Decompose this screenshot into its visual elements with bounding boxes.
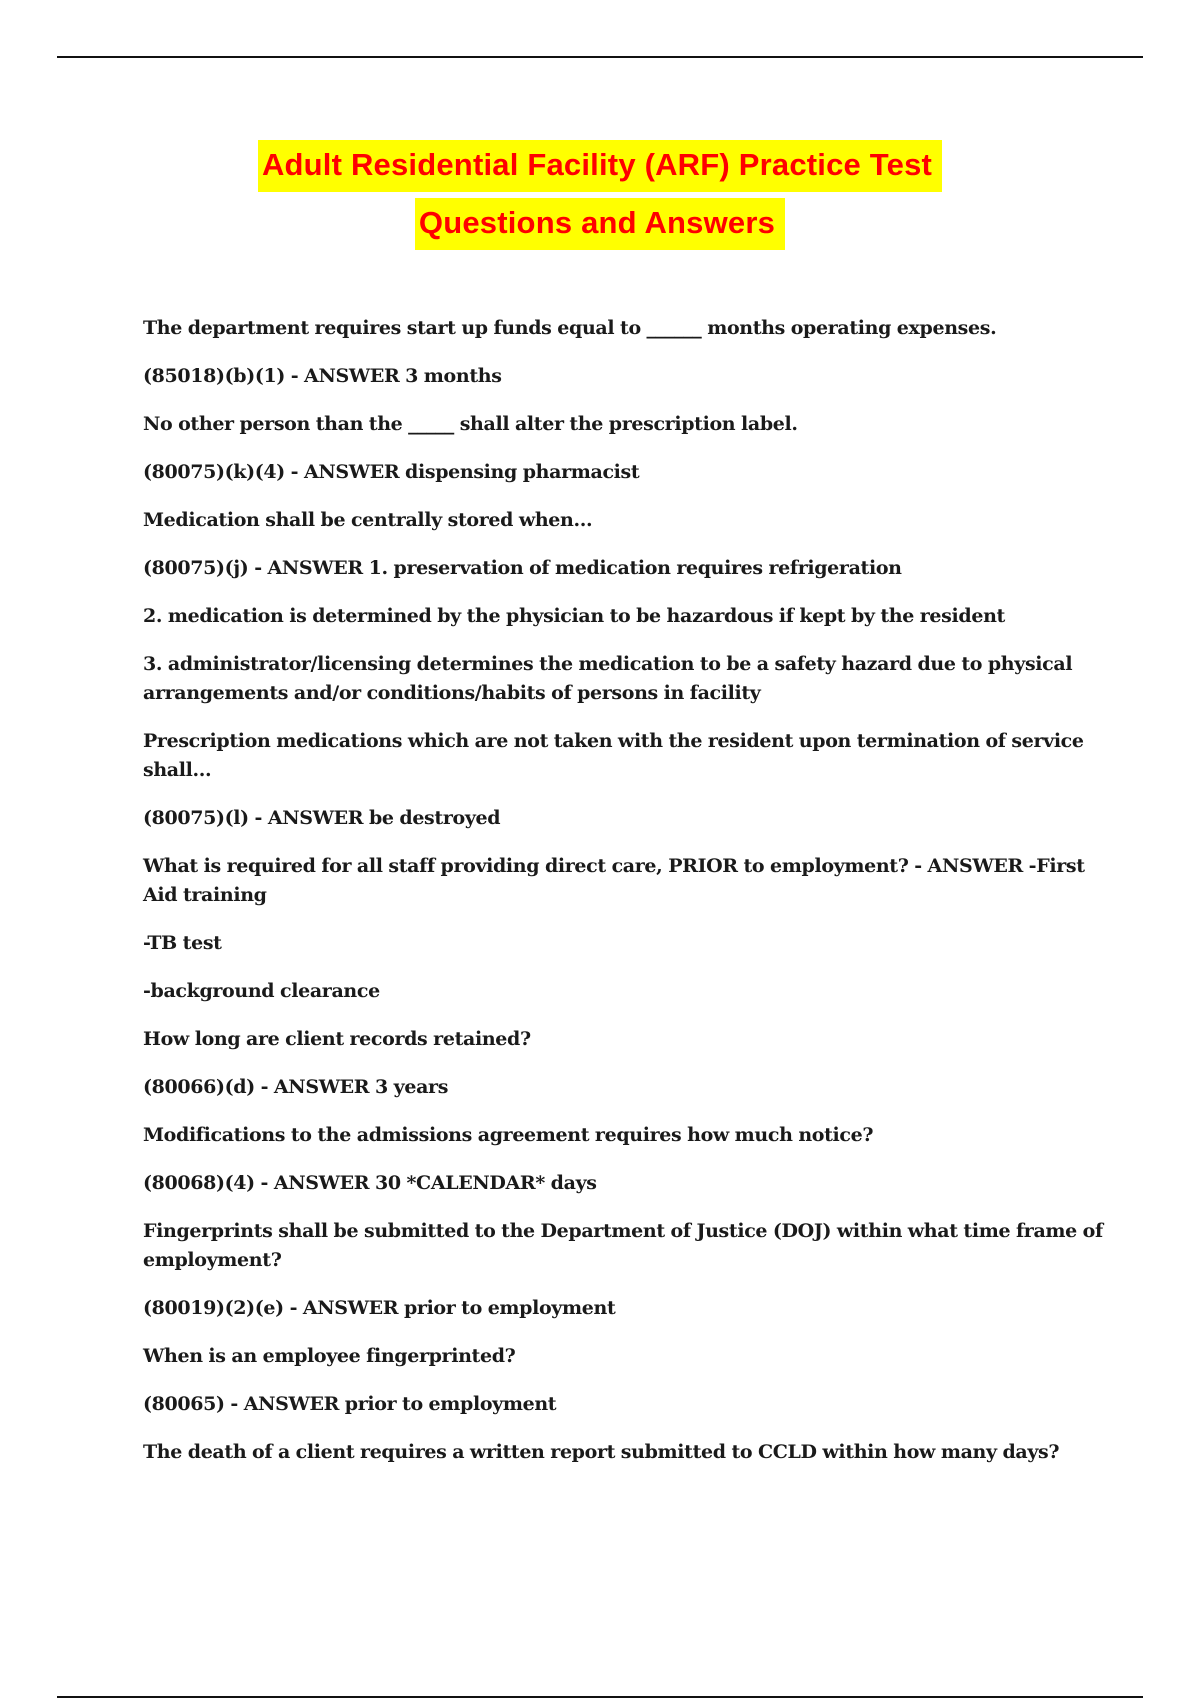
answer-paragraph: (85018)(b)(1) - ANSWER 3 months xyxy=(143,365,502,387)
title-line-2: Questions and Answers xyxy=(415,198,785,250)
question-paragraph: Fingerprints shall be submitted to the Department of Justice (DOJ) within what time frame of employment? xyxy=(143,1220,1103,1271)
question-paragraph: Modifications to the admissions agreement requires how much notice? xyxy=(143,1124,874,1146)
question-paragraph: Medication shall be centrally stored when... xyxy=(143,509,593,531)
answer-list-item: 3. administrator/licensing determines the medication to be a safety hazard due to physical arrangements and/or conditions/habits of persons in facility xyxy=(143,653,1073,704)
top-rule xyxy=(57,56,1143,58)
answer-paragraph: (80075)(l) - ANSWER be destroyed xyxy=(143,807,501,829)
answer-list-item: 2. medication is determined by the physician to be hazardous if kept by the resident xyxy=(143,605,1005,627)
answer-list-item: -TB test xyxy=(143,932,222,954)
question-paragraph: No other person than the _____ shall alter the prescription label. xyxy=(143,413,798,435)
document-title xyxy=(0,140,1200,250)
bottom-rule xyxy=(57,1696,1143,1698)
question-answer-paragraph: What is required for all staff providing direct care, PRIOR to employment? - ANSWER -First Aid training xyxy=(143,855,1085,906)
answer-list-item: -background clearance xyxy=(143,980,380,1002)
question-paragraph: The department requires start up funds equal to ______ months operating expenses. xyxy=(143,317,997,339)
document-body xyxy=(143,314,1103,1486)
answer-paragraph: (80068)(4) - ANSWER 30 *CALENDAR* days xyxy=(143,1172,597,1194)
answer-paragraph: (80075)(k)(4) - ANSWER dispensing pharmacist xyxy=(143,461,640,483)
question-paragraph: How long are client records retained? xyxy=(143,1028,531,1050)
question-paragraph: When is an employee fingerprinted? xyxy=(143,1345,516,1367)
answer-paragraph: (80019)(2)(e) - ANSWER prior to employment xyxy=(143,1297,616,1319)
title-line-1: Adult Residential Facility (ARF) Practice Test xyxy=(258,140,942,192)
answer-paragraph: (80066)(d) - ANSWER 3 years xyxy=(143,1076,449,1098)
answer-paragraph: (80065) - ANSWER prior to employment xyxy=(143,1393,557,1415)
question-paragraph: The death of a client requires a written report submitted to CCLD within how many days? xyxy=(143,1441,1060,1463)
question-paragraph: Prescription medications which are not taken with the resident upon termination of service shall... xyxy=(143,730,1084,781)
answer-paragraph: (80075)(j) - ANSWER 1. preservation of medication requires refrigeration xyxy=(143,557,902,579)
